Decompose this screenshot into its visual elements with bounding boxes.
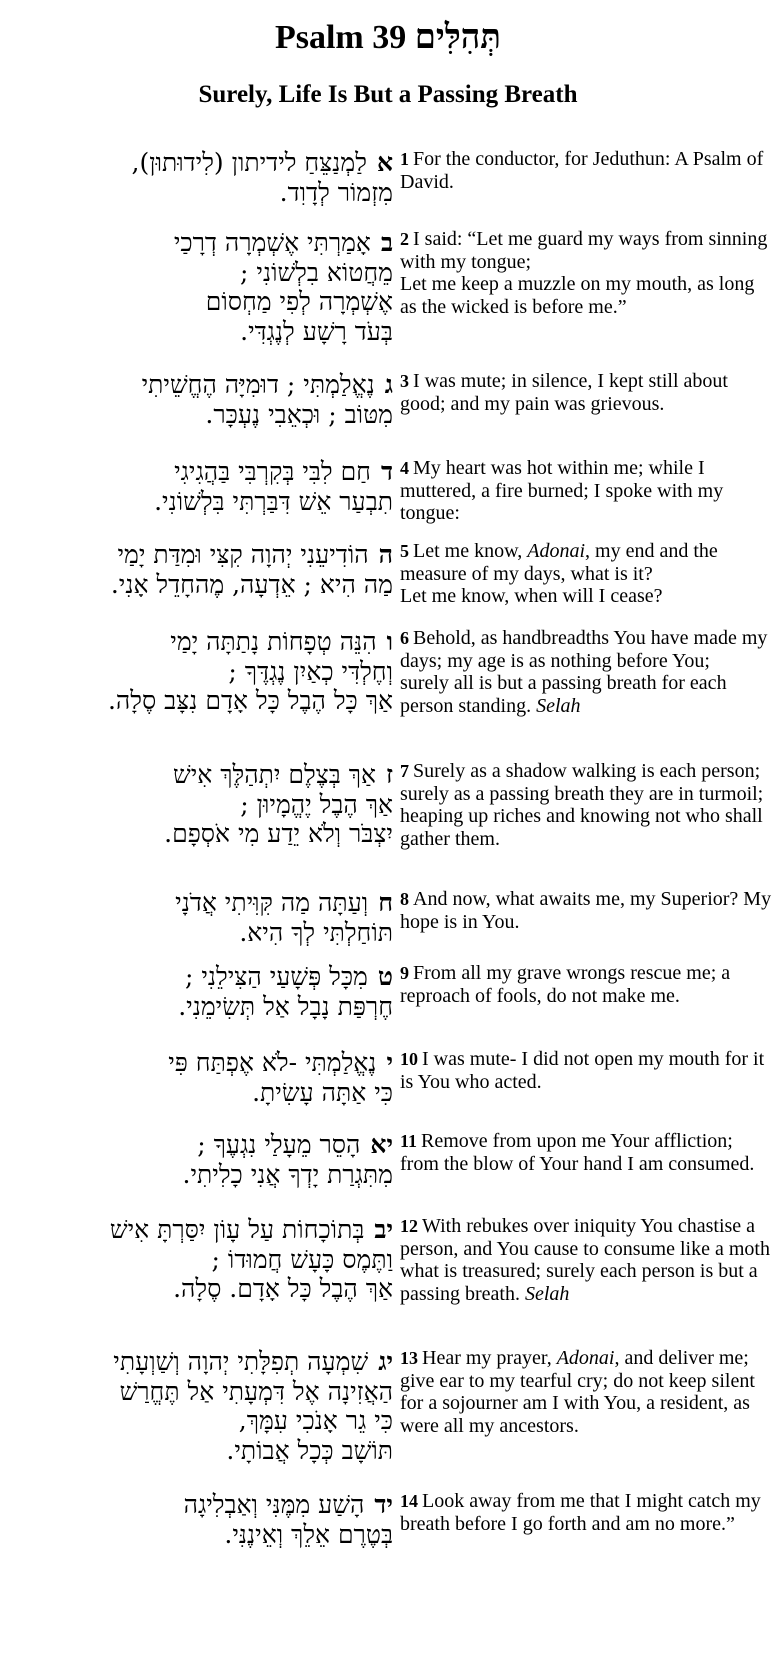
- hebrew-line-text: מַה הִיא ; אֵדְעָה, מֶהחָדֵל אָנִי.: [110, 569, 393, 599]
- hebrew-line-text: תּוֹשָׁב כְּכָל אֲבוֹתָי.: [226, 1435, 393, 1465]
- english-text: [400, 1347, 772, 1437]
- english-text: [400, 1490, 772, 1535]
- hebrew-line: [8, 457, 393, 487]
- english-line: [400, 457, 772, 525]
- hebrew-line-text: חֶרְפַּת נָבָל אַל תְּשִׂימֵנִי.: [178, 991, 393, 1021]
- english-text: [400, 457, 772, 525]
- hebrew-verse-number: ו: [386, 627, 393, 656]
- hebrew-text: [8, 1130, 393, 1189]
- hebrew-line: [8, 1245, 393, 1275]
- hebrew-verse-number: יג: [378, 1347, 393, 1376]
- hebrew-verse-number: יב: [374, 1215, 393, 1244]
- hebrew-line: [8, 1130, 393, 1160]
- hebrew-text: [8, 370, 393, 429]
- english-line-text: And now, what awaits me, my Superior? My hope is in You.: [400, 888, 772, 933]
- hebrew-text: [8, 1490, 393, 1549]
- english-line-text: Let me keep a muzzle on my mouth, as long as the wicked is before me.”: [400, 273, 755, 318]
- hebrew-text: [8, 1048, 393, 1107]
- hebrew-line: [8, 1078, 393, 1108]
- english-text: [400, 148, 772, 193]
- hebrew-line-text: מִטּוֹב ; וּכְאֵבִי נֶעְכָּר.: [205, 399, 393, 429]
- hebrew-text: [8, 540, 393, 599]
- hebrew-line-text: חַם לִבִּי בְּקִרְבִּי בַּהֲגִיגִי: [174, 457, 371, 486]
- english-line: [400, 888, 772, 933]
- hebrew-line-text: שִׁמְעָה תְפִלָּתִי יְהוָה וְשַׁוְעָתִי: [113, 1347, 369, 1376]
- hebrew-line-text: אַךְ הֶבֶל כָּל אָדָם. סֶלָה.: [173, 1274, 393, 1303]
- hebrew-line: [8, 1520, 393, 1550]
- hebrew-line-text: כִּי אַתָּה עָשִׂיתָ.: [252, 1077, 393, 1107]
- verse-number: 10: [400, 1049, 418, 1069]
- english-line: [400, 585, 772, 608]
- hebrew-verse-number: ג: [384, 370, 393, 399]
- english-line: [400, 1490, 772, 1535]
- hebrew-line: [8, 1160, 393, 1190]
- hebrew-line-text: הוֹדִיעֵנִי יְהוָה קִצִּי וּמִדַּת יָמַי: [117, 540, 369, 569]
- hebrew-line: [8, 1215, 393, 1245]
- english-line-text: Hear my prayer, Adonai, and deliver me; give ear to my tearful cry; do not keep silent: [400, 1347, 755, 1392]
- hebrew-line-text: וְעַתָּה מַה קִּוִּיתִי אֲדֹנָי: [175, 888, 369, 917]
- english-text: [400, 1130, 772, 1175]
- hebrew-line-text: נֶאֱלַמְתִּי -לֹא אֶפְתַּח פִּי: [168, 1048, 377, 1077]
- hebrew-line-text: נֶאֱלַמְתִּי ; דוּמִיָּה הֶחֱשֵׁיתִי: [141, 370, 375, 399]
- english-line: [400, 1347, 772, 1392]
- hebrew-verse-number: יא: [370, 1130, 393, 1159]
- hebrew-line: [8, 888, 393, 918]
- hebrew-line-text: תּוֹחַלְתִּי לְךָ הִיא.: [239, 917, 393, 947]
- english-line: [400, 1215, 772, 1305]
- english-line: [400, 370, 772, 415]
- hebrew-verse-number: ט: [377, 962, 393, 991]
- hebrew-text: [8, 457, 393, 516]
- hebrew-text: [8, 760, 393, 849]
- hebrew-line-text: בְּעֹד רָשָׁע לְנֶגְדִּי.: [240, 316, 393, 346]
- hebrew-line-text: מֵחֲטוֹא בִלְשׁוֹנִי ;: [240, 257, 393, 287]
- english-line-text: Let me know, when will I cease?: [400, 585, 663, 607]
- english-line-text: Behold, as handbreadths You have made my days; my age is as nothing before You;: [400, 627, 768, 672]
- hebrew-line-text: אַךְ כָּל הֶבֶל כָּל אָדָם נִצָּב סֶלָה.: [107, 686, 393, 715]
- hebrew-line-text: מִזְמוֹר לְדָוִד.: [279, 177, 393, 207]
- hebrew-line-text: הַאֲזִינָה אֶל דִּמְעָתִי אַל תֶּחֱרַשׁ: [119, 1376, 393, 1406]
- hebrew-line-text: כִּי גֵר אָנֹכִי עִמָּךְ,: [238, 1406, 393, 1435]
- hebrew-line: [8, 370, 393, 400]
- english-line: [400, 540, 772, 585]
- hebrew-text: [8, 627, 393, 716]
- hebrew-line: [8, 760, 393, 790]
- hebrew-line: [8, 287, 393, 317]
- verse-number: 5: [400, 541, 409, 561]
- hebrew-line: [8, 258, 393, 288]
- english-line: [400, 760, 772, 850]
- verse-number: 7: [400, 761, 409, 781]
- hebrew-line-text: בְּטֶרֶם אֵלֵךְ וְאֵינֶנִּי.: [224, 1519, 393, 1549]
- hebrew-line: [8, 819, 393, 849]
- hebrew-line: [8, 1490, 393, 1520]
- hebrew-verse-number: ז: [386, 760, 393, 789]
- hebrew-line: [8, 570, 393, 600]
- page-title: Psalm 39 תְּהִלִּים: [274, 19, 502, 56]
- page-subtitle: Surely, Life Is But a Passing Breath: [198, 81, 578, 108]
- verse-number: 2: [400, 229, 409, 249]
- hebrew-line: [8, 228, 393, 258]
- hebrew-verse-number: י: [386, 1048, 393, 1077]
- hebrew-line-text: לַמְנַצֵּחַ לידיתון (לִידוּתוּן),: [131, 148, 367, 177]
- hebrew-line: [8, 657, 393, 687]
- hebrew-line: [8, 1274, 393, 1304]
- hebrew-line-text: הָשַׁע מִמֶּנִּי וְאַבְלִיגָה: [183, 1490, 365, 1519]
- hebrew-line-text: אַךְ בְּצֶלֶם יִתְהַלֶּךְ אִישׁ: [173, 760, 377, 789]
- hebrew-verse-number: ב: [380, 228, 393, 257]
- hebrew-line: [8, 1436, 393, 1466]
- english-text: [400, 1215, 772, 1305]
- hebrew-text: [8, 228, 393, 346]
- verse-number: 6: [400, 628, 409, 648]
- hebrew-line-text: אָמַרְתִּי אֶשְׁמְרָה דְרָכַי: [173, 228, 371, 257]
- hebrew-line: [8, 992, 393, 1022]
- english-text: [400, 962, 772, 1007]
- hebrew-line-text: מִתִּגְרַת יָדְךָ אֲנִי כָלִיתִי.: [182, 1159, 393, 1189]
- english-line: [400, 627, 772, 672]
- english-line-text: Remove from upon me Your affliction; from the blow of Your hand I am consumed.: [400, 1130, 755, 1175]
- hebrew-text: [8, 148, 393, 207]
- hebrew-text: [8, 1215, 393, 1304]
- hebrew-line: [8, 317, 393, 347]
- english-line: [400, 1130, 772, 1175]
- verse-number: 1: [400, 149, 409, 169]
- hebrew-line: [8, 148, 393, 178]
- hebrew-line: [8, 1406, 393, 1436]
- english-text: [400, 540, 772, 608]
- hebrew-line: [8, 790, 393, 820]
- english-line: [400, 228, 772, 273]
- english-text: [400, 760, 772, 850]
- english-text: [400, 228, 772, 318]
- english-line: [400, 148, 772, 193]
- hebrew-verse-number: א: [376, 148, 393, 177]
- hebrew-line: [8, 627, 393, 657]
- hebrew-line-text: בְּתוֹכָחוֹת עַל עָוֹן יִסַּרְתָּ אִישׁ: [109, 1215, 365, 1244]
- hebrew-verse-number: יד: [374, 1490, 393, 1519]
- english-text: [400, 370, 772, 415]
- verse-number: 8: [400, 889, 409, 909]
- english-text: [400, 627, 772, 717]
- hebrew-line: [8, 1377, 393, 1407]
- english-line-text: Surely as a shadow walking is each person; surely as a passing breath they are in turmoil; heaping up riches and knowing not who shall gather them.: [400, 760, 764, 850]
- verse-number: 4: [400, 458, 409, 478]
- english-line-text: My heart was hot within me; while I muttered, a fire burned; I spoke with my tongue:: [400, 457, 724, 524]
- english-line-text: I was mute; in silence, I kept still about good; and my pain was grievous.: [400, 370, 728, 415]
- hebrew-line: [8, 487, 393, 517]
- english-line-text: From all my grave wrongs rescue me; a reproach of fools, do not make me.: [400, 962, 731, 1007]
- hebrew-verse-number: ח: [378, 888, 393, 917]
- hebrew-text: [8, 888, 393, 947]
- hebrew-line-text: הָסֵר מֵעָלַי נִגְעֶךָ ;: [197, 1130, 361, 1159]
- hebrew-line-text: מִכָּל פְּשָׁעַי הַצִּילֵנִי ;: [184, 962, 368, 991]
- english-line-text: Let me know, Adonai, my end and the measure of my days, what is it?: [400, 540, 718, 585]
- hebrew-text: [8, 962, 393, 1021]
- hebrew-line-text: וְחֶלְדִּי כְאַיִן נֶגְדֶּךָ ;: [228, 656, 393, 686]
- english-line: [400, 273, 772, 318]
- english-line-text: surely all is but a passing breath for each person standing. Selah: [400, 672, 727, 717]
- verse-number: 12: [400, 1216, 418, 1236]
- hebrew-verse-number: ד: [380, 457, 393, 486]
- english-line-text: With rebukes over iniquity You chastise a person, and You cause to consume like a moth what is treasured; surely each person is but a passing breath. Selah: [400, 1215, 770, 1305]
- hebrew-verse-number: ה: [378, 540, 393, 569]
- hebrew-text: [8, 1347, 393, 1465]
- english-line-text: for a sojourner am I with You, a resident, as were all my ancestors.: [400, 1392, 750, 1437]
- english-line-text: I was mute- I did not open my mouth for it is You who acted.: [400, 1048, 765, 1093]
- hebrew-line-text: תִבְעַר אֵשׁ דִּבַּרְתִּי בִּלְשׁוֹנִי.: [154, 486, 393, 516]
- english-line-text: For the conductor, for Jeduthun: A Psalm of David.: [400, 148, 764, 193]
- hebrew-line-text: הִנֵּה טְפָחוֹת נָתַתָּה יָמַי: [170, 627, 377, 656]
- hebrew-line-text: יִצְבֹּר וְלֹא יֵדַע מִי אֹסְפָם.: [164, 819, 393, 848]
- hebrew-line: [8, 1347, 393, 1377]
- english-line: [400, 672, 772, 717]
- hebrew-line: [8, 178, 393, 208]
- english-line-text: I said: “Let me guard my ways from sinning with my tongue;: [400, 228, 768, 273]
- hebrew-line: [8, 918, 393, 948]
- english-text: [400, 1048, 772, 1093]
- hebrew-line: [8, 1048, 393, 1078]
- hebrew-line: [8, 686, 393, 716]
- verse-number: 14: [400, 1491, 418, 1511]
- verse-number: 9: [400, 963, 409, 983]
- hebrew-line-text: אַךְ הֶבֶל יֶהֱמָיוּן ;: [240, 789, 393, 819]
- verse-number: 3: [400, 371, 409, 391]
- english-line-text: Look away from me that I might catch my breath before I go forth and am no more.”: [400, 1490, 761, 1535]
- english-text: [400, 888, 772, 933]
- hebrew-line-text: וַתֶּמֶס כָּעָשׁ חֲמוּדוֹ ;: [211, 1244, 393, 1274]
- english-line: [400, 1392, 772, 1437]
- hebrew-line: [8, 400, 393, 430]
- verse-number: 13: [400, 1348, 418, 1368]
- english-line: [400, 1048, 772, 1093]
- hebrew-line: [8, 540, 393, 570]
- verse-number: 11: [400, 1131, 418, 1151]
- hebrew-line-text: אֶשְׁמְרָה לְפִי מַחְסוֹם: [205, 287, 393, 316]
- english-line: [400, 962, 772, 1007]
- hebrew-line: [8, 962, 393, 992]
